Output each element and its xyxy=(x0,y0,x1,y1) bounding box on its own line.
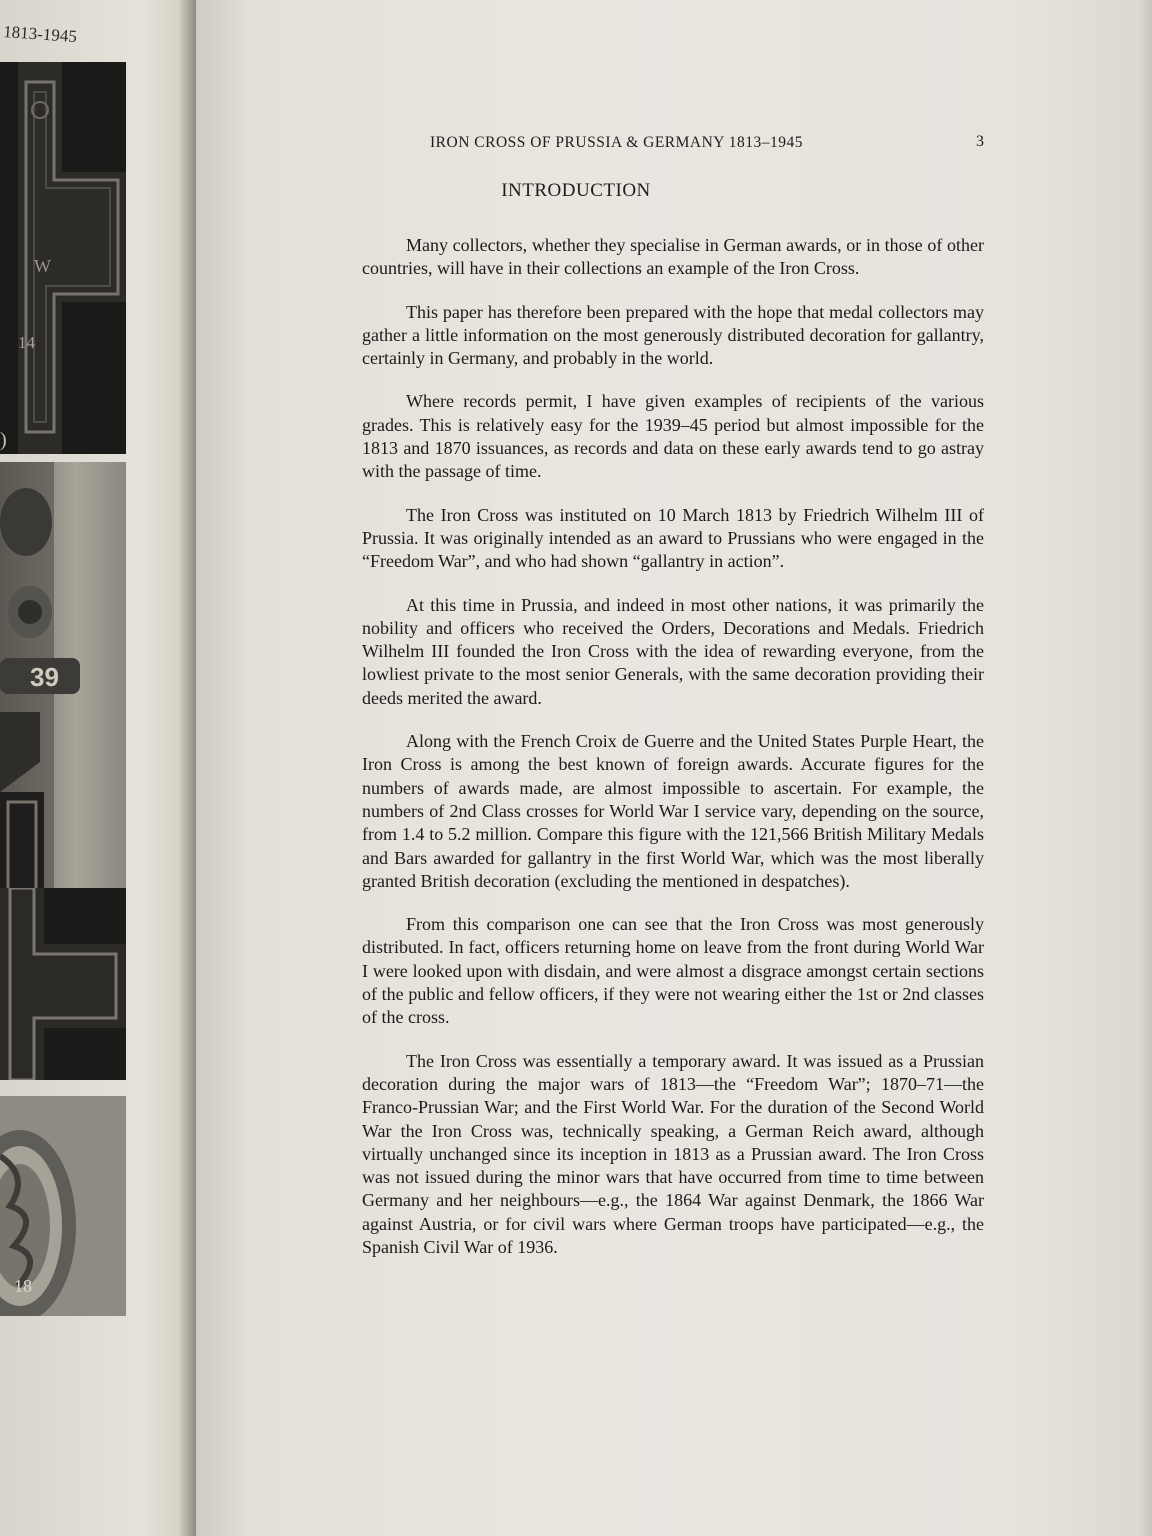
page-number: 3 xyxy=(976,133,984,150)
paragraph-5: At this time in Prussia, and indeed in most other nations, it was primarily the nobility and officers who received the Orders, Decorations and Medals. Friedrich Wilhelm III founded the Iron Cross with the idea of rewarding everyone, from the lowliest private to the most senior Generals, with the same decoration providing their deeds merited the award. xyxy=(362,594,984,708)
plate-fragment-14: 14 xyxy=(18,333,35,352)
paragraph-6: Along with the French Croix de Guerre and the United States Purple Heart, the Iron Cross is among the best known of foreign awards. Accurate figures for the numbers of awards made, are almost impossible to ascertain. For example, the numbers of 2nd Class crosses for World War I service vary, depending on the source, from 1.4 to 5.2 million. Compare this figure with the 121,566 British Military Medals and Bars awarded for gallantry in the first World War, which was the most liberally granted British decoration (excluding the mentioned in despatches). xyxy=(362,731,984,891)
paragraph-4: The Iron Cross was instituted on 10 March 1813 by Friedrich Wilhelm III of Prussia. It was originally intended as an award to Prussians who were engaged in the “Freedom War”, and who had shown “gallantry in action”. xyxy=(362,504,984,572)
body-text xyxy=(362,234,984,1279)
paragraph-1: Many collectors, whether they specialise in German awards, or in those of other countries, will have in their collections an example of the Iron Cross. xyxy=(362,235,984,279)
plate-fragment-paren: ) xyxy=(0,429,7,451)
page-title: INTRODUCTION xyxy=(501,180,651,201)
running-head: IRON CROSS OF PRUSSIA & GERMANY 1813–1945 xyxy=(430,134,804,151)
page-edge-shadow xyxy=(1138,0,1152,1536)
plate-iron-cross-1939 xyxy=(0,462,126,890)
paragraph-7: From this comparison one can see that the Iron Cross was most generously distributed. In fact, officers returning home on leave from the front during World War I were looked upon with disdain, and were almost a disgrace amongst certain sections of the public and fellow officers, if they were not wearing either the 1st or 2nd classes of the cross. xyxy=(362,914,984,1028)
left-facing-page xyxy=(0,0,200,1536)
paragraph-8: The Iron Cross was essentially a temporary award. It was issued as a Prussian decoration during the major wars of 1813—the “Freedom War”; 1870–71—the Franco-Prussian War; and the First World War. For the duration of the Second World War the Iron Cross was, technically speaking, a German Reich award, although virtually unchanged since its inception in 1813 as a Prussian award. The Iron Cross was not issued during the minor wars that have occurred from time to time between Germany and her neighbours—e.g., the 1864 War against Denmark, the 1866 War against Austria, or for civil wars where German troops have participated—e.g., the Spanish Civil War of 1936. xyxy=(362,1050,984,1257)
plate-fragment-39: 39 xyxy=(30,662,59,692)
plate-fragment-18: 18 xyxy=(14,1276,32,1296)
paragraph-3: Where records permit, I have given examples of recipients of the various grades. This is relatively easy for the 1939–45 period but almost impossible for the 1813 and 1870 issuances, as records and data on these early awards tend to go astray with the passage of time. xyxy=(362,391,984,482)
plate-iron-cross-1914 xyxy=(0,62,126,454)
paragraph-2: This paper has therefore been prepared with the hope that medal collectors may gather a little information on the most generously distributed decoration for gallantry, certainly in Germany, and probably in the world. xyxy=(362,301,984,369)
svg-text:W: W xyxy=(34,256,51,276)
left-running-head: 1813-1945 xyxy=(2,22,78,47)
plate-iron-cross-lower xyxy=(0,888,126,1080)
plate-wreath-medal xyxy=(0,1096,126,1316)
